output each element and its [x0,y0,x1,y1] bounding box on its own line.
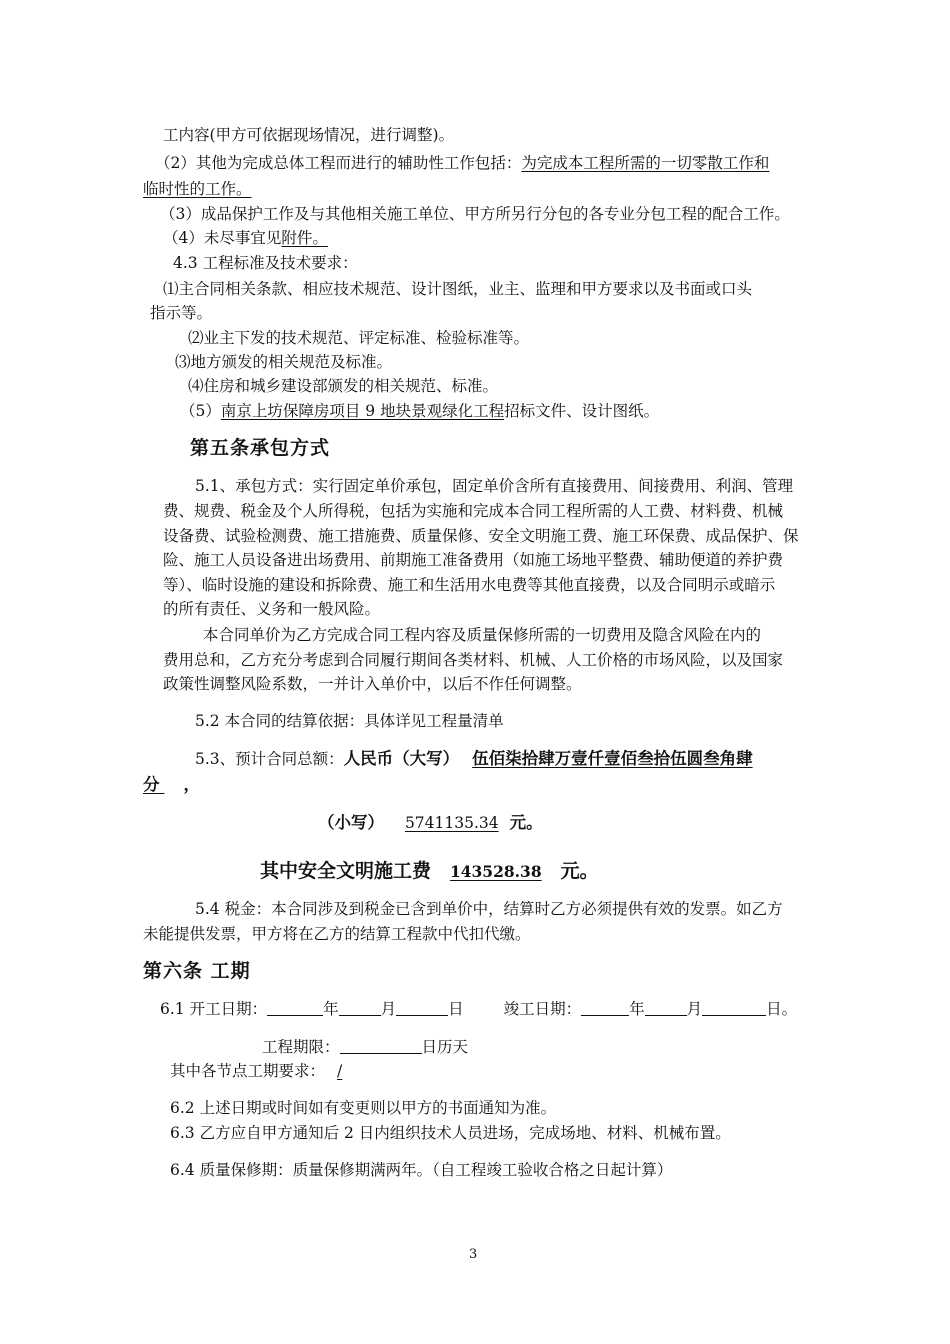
period-line: 工程期限： 日历天 [262,1038,469,1056]
text-line: 设备费、试验检测费、施工措施费、质量保修、安全文明施工费、施工环保费、成品保护、保 [163,527,799,545]
node-requirement-line: 其中各节点工期要求： / [170,1062,343,1080]
text-line: ⑴主合同相关条款、相应技术规范、设计图纸，业主、监理和甲方要求以及书面或口头 [163,280,753,298]
amount-in-words: 伍佰柒拾肆万壹仟壹佰叁拾伍圆叁角肆 [472,749,753,768]
page-number: 3 [469,1247,478,1262]
text-line: 险、施工人员设备进出场费用、前期施工准备费用（如施工场地平整费、辅助便道的养护费 [163,551,784,569]
text-line: 5.2 本合同的结算依据：具体详见工程量清单 [195,712,504,730]
text-line: 本合同单价为乙方完成合同工程内容及质量保修所需的一切费用及隐含风险在内的 [203,626,762,644]
contract-total-line: 5.3、预计合同总额：人民币（大写） 伍佰柒拾肆万壹仟壹佰叁拾伍圆叁角肆 [195,749,753,768]
text-line: 6.3 乙方应自甲方通知后 2 日内组织技术人员进场，完成场地、材料、机械布置。 [170,1124,731,1142]
text-line: （2）其他为完成总体工程而进行的辅助性工作包括：为完成本工程所需的一切零散工作和 [155,154,770,172]
text-line: （5）南京上坊保障房项目 9 地块景观绿化工程招标文件、设计图纸。 [180,402,660,420]
end-month-blank [645,999,687,1016]
text-line: 费用总和，乙方充分考虑到合同履行期间各类材料、机械、人工价格的市场风险，以及国家 [163,651,784,669]
start-day-blank [396,999,448,1016]
text-line: 等）、临时设施的建设和拆除费、施工和生活用水电费等其他直接费，以及合同明示或暗示 [163,576,776,594]
text-line: 的所有责任、义务和一般风险。 [163,600,381,618]
article-6-heading: 第六条 工期 [143,960,251,982]
start-month-blank [339,999,381,1016]
section-4-3-heading: 4.3 工程标准及技术要求： [173,254,358,272]
text-line: （4）未尽事宜见附件。 [163,229,328,247]
text-line: ⑶地方颁发的相关规范及标准。 [175,353,393,371]
end-day-blank [702,999,766,1016]
safety-fee-line: 其中安全文明施工费 143528.38 元。 [260,860,599,882]
period-blank [340,1037,422,1054]
text-line: 未能提供发票，甲方将在乙方的结算工程款中代扣代缴。 [143,925,531,943]
text-line: 6.2 上述日期或时间如有变更则以甲方的书面通知为准。 [170,1099,557,1117]
contract-total-line-cont: 分 ， [143,775,200,794]
text-line: 5.1、承包方式：实行固定单价承包，固定单价含所有直接费用、间接费用、利润、管理 [195,477,794,495]
safety-fee-amount: 143528.38 [449,862,542,881]
text-line: 指示等。 [150,304,213,322]
text-line: 6.4 质量保修期：质量保修期满两年。（自工程竣工验收合格之日起计算） [170,1161,673,1179]
text-line: 政策性调整风险系数，一并计入单价中，以后不作任何调整。 [163,675,582,693]
text-line: （3）成品保护工作及与其他相关施工单位、甲方所另行分包的各专业分包工程的配合工作。 [160,205,790,223]
text-line: ⑷住房和城乡建设部颁发的相关规范、标准。 [188,377,499,395]
start-year-blank [267,999,323,1016]
dates-line: 6.1 开工日期： 年 月 日 竣工日期： 年 月 日。 [160,1000,798,1018]
amount-in-figures: 5741135.34 [404,814,499,832]
text-line: 费、规费、税金及个人所得税，包括为实施和完成本合同工程所需的人工费、材料费、机械 [163,502,784,520]
text-line: 临时性的工作。 [143,180,252,198]
text-line: ⑵业主下发的技术规范、评定标准、检验标准等。 [188,329,530,347]
text-line: 工内容(甲方可依据现场情况，进行调整)。 [163,126,455,144]
text-line: 5.4 税金：本合同涉及到税金已含到单价中，结算时乙方必须提供有效的发票。如乙方 [195,900,783,918]
end-year-blank [581,999,629,1016]
article-5-heading: 第五条承包方式 [190,437,331,459]
amount-in-figures-line: （小写） 5741135.34 元。 [318,813,543,832]
